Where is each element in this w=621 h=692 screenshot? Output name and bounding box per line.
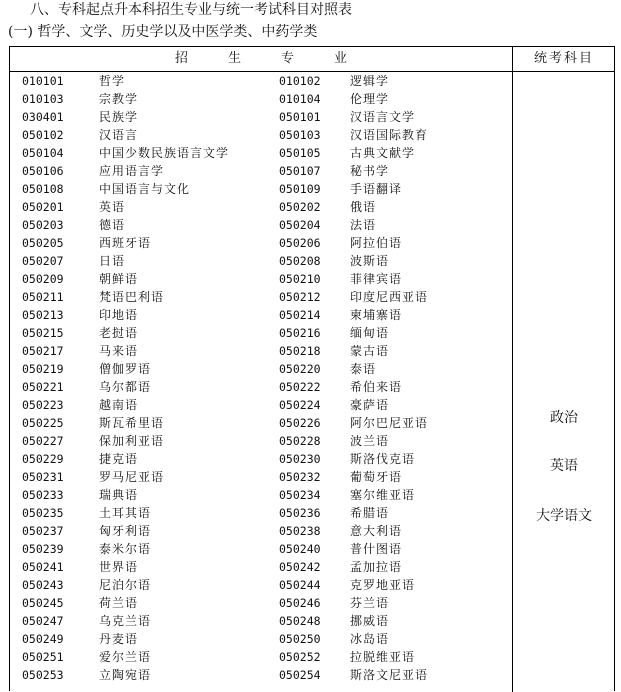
major-code: 050250 [279,632,321,646]
major-name: 冰岛语 [350,632,390,646]
major-code: 050253 [22,668,64,682]
major-code: 050205 [22,236,64,250]
major-name: 葡萄牙语 [350,470,403,484]
table-row [10,396,512,414]
major-name: 日语 [99,254,126,268]
major-code: 050221 [22,380,64,394]
major-code: 050241 [22,560,64,574]
major-name: 斯瓦希里语 [99,416,165,430]
major-code: 050247 [22,614,64,628]
table-row [10,594,512,612]
major-name: 俄语 [350,200,377,214]
table-row [10,306,512,324]
major-name: 斯洛伐克语 [350,452,416,466]
major-code: 050212 [279,290,321,304]
major-name: 泰语 [350,362,377,376]
header-exam-subjects: 统考科目 [533,51,594,66]
major-name: 汉语国际教育 [350,128,429,142]
major-code: 050222 [279,380,321,394]
major-code: 050203 [22,218,64,232]
table-row [10,342,512,360]
table-row [10,144,512,162]
table-row [10,504,512,522]
table-row [10,468,512,486]
major-name: 柬埔寨语 [350,308,403,322]
major-code: 050226 [279,416,321,430]
table-row [10,414,512,432]
major-name: 印地语 [99,308,139,322]
major-name: 越南语 [99,398,139,412]
major-name: 捷克语 [99,452,139,466]
table-row [10,90,512,108]
major-name: 手语翻译 [350,182,403,196]
major-code: 050219 [22,362,64,376]
major-code: 050240 [279,542,321,556]
major-code: 050230 [279,452,321,466]
major-name: 伦理学 [350,92,390,106]
major-code: 050103 [279,128,321,142]
major-code: 050225 [22,416,64,430]
major-code: 050204 [279,218,321,232]
table-row [10,558,512,576]
majors-list [10,72,512,684]
majors-exam-table [9,46,615,691]
table-row [10,180,512,198]
table-row [10,486,512,504]
table-row [10,126,512,144]
major-name: 缅甸语 [350,326,390,340]
major-name: 塞尔维亚语 [350,488,416,502]
major-code: 050102 [22,128,64,142]
major-code: 010102 [279,74,321,88]
major-code: 050245 [22,596,64,610]
major-name: 拉脱维亚语 [350,650,416,664]
major-code: 050228 [279,434,321,448]
table-row [10,666,512,684]
major-code: 050233 [22,488,64,502]
major-code: 050223 [22,398,64,412]
table-row [10,234,512,252]
table-row [10,648,512,666]
major-code: 050243 [22,578,64,592]
major-code: 050232 [279,470,321,484]
major-name: 世界语 [99,560,139,574]
major-name: 古典文献学 [350,146,416,160]
major-code: 050224 [279,398,321,412]
major-code: 050105 [279,146,321,160]
major-code: 050229 [22,452,64,466]
major-code: 050252 [279,650,321,664]
table-row [10,162,512,180]
major-code: 050104 [22,146,64,160]
major-code: 050209 [22,272,64,286]
major-name: 英语 [99,200,126,214]
major-name: 土耳其语 [99,506,152,520]
major-code: 050217 [22,344,64,358]
major-code: 050107 [279,164,321,178]
major-name: 中国语言与文化 [99,182,191,196]
major-code: 050207 [22,254,64,268]
major-name: 中国少数民族语言文学 [99,146,230,160]
major-name: 孟加拉语 [350,560,403,574]
major-code: 010101 [22,74,64,88]
major-name: 泰米尔语 [99,542,152,556]
major-code: 050213 [22,308,64,322]
major-code: 050236 [279,506,321,520]
major-name: 意大利语 [350,524,403,538]
major-code: 050206 [279,236,321,250]
major-code: 050242 [279,560,321,574]
major-name: 德语 [99,218,126,232]
major-code: 050210 [279,272,321,286]
major-code: 050227 [22,434,64,448]
exam-subject-politics: 政治 [550,410,578,426]
major-code: 050202 [279,200,321,214]
major-code: 010104 [279,92,321,106]
major-code: 010103 [22,92,64,106]
table-row [10,540,512,558]
major-name: 希腊语 [350,506,390,520]
major-code: 050109 [279,182,321,196]
major-name: 保加利亚语 [99,434,165,448]
major-name: 朝鲜语 [99,272,139,286]
major-name: 阿尔巴尼亚语 [350,416,429,430]
table-row [10,522,512,540]
column-divider [512,72,513,692]
major-code: 050238 [279,524,321,538]
major-code: 050246 [279,596,321,610]
major-name: 豪萨语 [350,398,390,412]
major-name: 西班牙语 [99,236,152,250]
major-name: 波斯语 [350,254,390,268]
major-code: 050106 [22,164,64,178]
table-row [10,432,512,450]
major-name: 梵语巴利语 [99,290,165,304]
major-name: 民族学 [99,110,139,124]
major-name: 乌克兰语 [99,614,152,628]
major-code: 050214 [279,308,321,322]
header-majors: 招生专业 [10,47,513,71]
major-name: 蒙古语 [350,344,390,358]
major-name: 挪威语 [350,614,390,628]
major-code: 050235 [22,506,64,520]
table-row [10,360,512,378]
major-name: 希伯来语 [350,380,403,394]
major-name: 秘书学 [350,164,390,178]
table-row [10,450,512,468]
major-name: 菲律宾语 [350,272,403,286]
section-heading: 八、专科起点升本科招生专业与统一考试科目对照表 [30,2,352,18]
major-code: 050251 [22,650,64,664]
major-code: 050101 [279,110,321,124]
major-name: 普什图语 [350,542,403,556]
major-name: 尼泊尔语 [99,578,152,592]
table-row [10,72,512,90]
major-code: 050211 [22,290,64,304]
major-code: 050216 [279,326,321,340]
table-row [10,108,512,126]
exam-subject-english: 英语 [550,458,578,474]
major-name: 立陶宛语 [99,668,152,682]
major-code: 050244 [279,578,321,592]
table-row [10,324,512,342]
major-name: 阿拉伯语 [350,236,403,250]
major-code: 050208 [279,254,321,268]
major-name: 马来语 [99,344,139,358]
major-name: 逻辑学 [350,74,390,88]
major-code: 050108 [22,182,64,196]
major-name: 应用语言学 [99,164,165,178]
major-name: 爱尔兰语 [99,650,152,664]
table-row [10,378,512,396]
table-row [10,630,512,648]
major-code: 050220 [279,362,321,376]
table-row [10,270,512,288]
exam-subject-chinese: 大学语文 [536,508,592,524]
major-code: 050218 [279,344,321,358]
major-name: 僧伽罗语 [99,362,152,376]
major-code: 050231 [22,470,64,484]
major-name: 乌尔都语 [99,380,152,394]
major-code: 050237 [22,524,64,538]
major-name: 匈牙利语 [99,524,152,538]
major-code: 030401 [22,110,64,124]
major-name: 汉语言 [99,128,139,142]
major-name: 罗马尼亚语 [99,470,165,484]
table-row [10,612,512,630]
major-name: 波兰语 [350,434,390,448]
major-name: 丹麦语 [99,632,139,646]
major-name: 宗教学 [99,92,139,106]
subsection-heading: (一) 哲学、文学、历史学以及中医学类、中药学类 [8,24,318,40]
major-code: 050249 [22,632,64,646]
table-row [10,198,512,216]
major-name: 斯洛文尼亚语 [350,668,429,682]
major-name: 瑞典语 [99,488,139,502]
major-name: 克罗地亚语 [350,578,416,592]
table-header-row [10,47,614,72]
major-name: 法语 [350,218,377,232]
major-code: 050234 [279,488,321,502]
major-code: 050201 [22,200,64,214]
major-code: 050254 [279,668,321,682]
major-code: 050248 [279,614,321,628]
major-name: 汉语言文学 [350,110,416,124]
major-name: 哲学 [99,74,126,88]
major-name: 荷兰语 [99,596,139,610]
table-row [10,288,512,306]
major-name: 老挝语 [99,326,139,340]
major-code: 050239 [22,542,64,556]
table-row [10,252,512,270]
table-row [10,216,512,234]
major-name: 印度尼西亚语 [350,290,429,304]
major-name: 芬兰语 [350,596,390,610]
major-code: 050215 [22,326,64,340]
table-row [10,576,512,594]
